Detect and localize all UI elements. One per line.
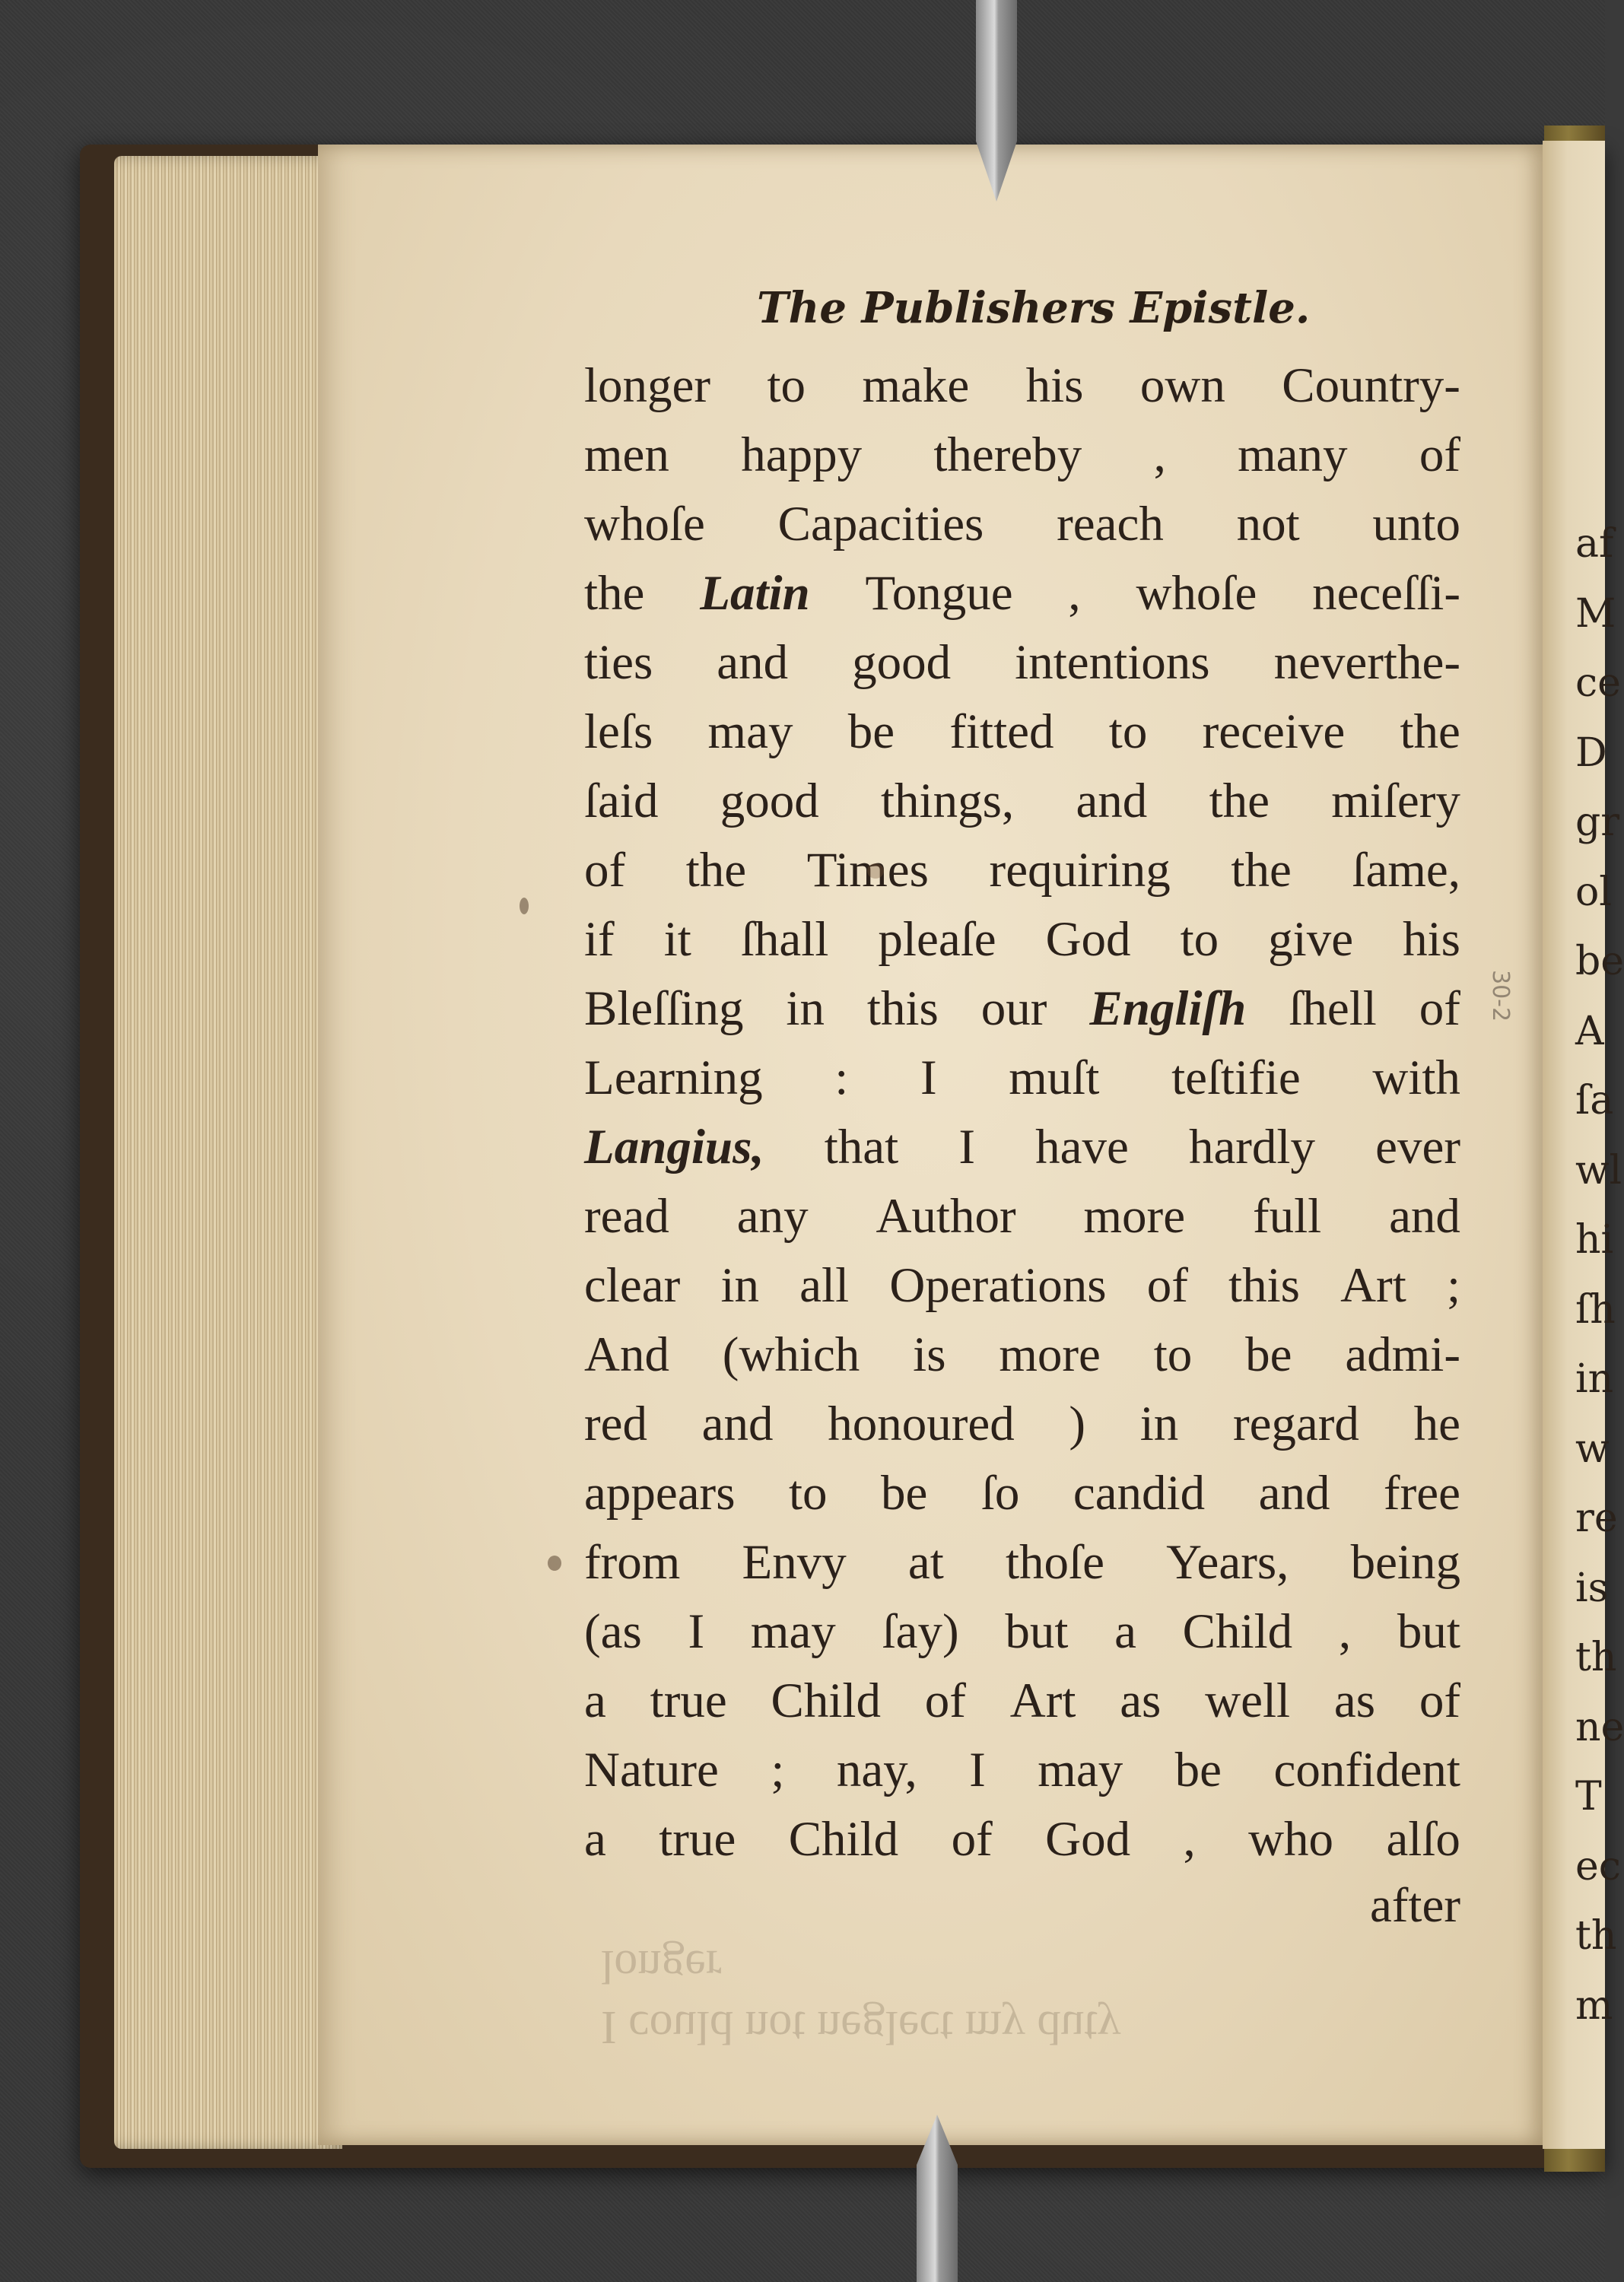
word: men: [584, 427, 669, 482]
word: candid: [1073, 1466, 1206, 1521]
word: and: [701, 1397, 774, 1451]
word: free: [1383, 1466, 1460, 1521]
word: of: [1419, 427, 1460, 482]
text-line: [584, 836, 1460, 905]
word: this: [1228, 1258, 1300, 1313]
word: may: [750, 1604, 836, 1659]
word: of: [1146, 1258, 1188, 1313]
word: to: [1108, 704, 1148, 759]
word: read: [584, 1189, 669, 1244]
word: and: [1258, 1466, 1330, 1521]
text-line: [584, 1667, 1460, 1736]
word: Child: [771, 1673, 881, 1728]
word: muſt: [1009, 1050, 1100, 1105]
word: of: [924, 1673, 966, 1728]
word: unto: [1372, 497, 1460, 551]
word: thereby: [933, 427, 1082, 482]
word: to: [1153, 1327, 1193, 1382]
text-line: [584, 1736, 1460, 1805]
word: the: [1209, 774, 1270, 828]
word: Art: [1340, 1258, 1406, 1313]
text-line: [584, 1597, 1460, 1667]
word: ever: [1375, 1120, 1460, 1174]
word: things,: [881, 774, 1015, 828]
facing-page-fragment: w: [1575, 1425, 1610, 1472]
word: have: [1035, 1120, 1129, 1174]
facing-page-fragment: ol: [1575, 869, 1612, 915]
word: ;: [1446, 1258, 1460, 1313]
facing-page-fragment: af: [1575, 521, 1614, 567]
word: the: [1400, 704, 1460, 759]
word: honoured: [828, 1397, 1015, 1451]
word: Operations: [889, 1258, 1107, 1313]
word: this: [866, 981, 939, 1036]
word: Art: [1009, 1673, 1076, 1728]
word: is: [913, 1327, 946, 1382]
word: ties: [584, 635, 653, 690]
word: I: [969, 1743, 986, 1797]
word: to: [1180, 912, 1219, 967]
facing-page-fragment: th: [1575, 1913, 1617, 1959]
facing-page-fragment: ce: [1575, 660, 1621, 706]
ink-spot: [548, 1556, 561, 1571]
word: fitted: [949, 704, 1054, 759]
word: more: [999, 1327, 1101, 1382]
word: neceſſi-: [1312, 566, 1460, 621]
text-line: [584, 1182, 1460, 1251]
word: hardly: [1188, 1120, 1315, 1174]
word: ſay): [882, 1604, 959, 1659]
word: Years,: [1166, 1535, 1289, 1590]
word: of: [584, 843, 626, 898]
word: ,: [1183, 1812, 1196, 1867]
word: miſery: [1331, 774, 1460, 828]
text-line: [584, 1805, 1460, 1874]
word: full: [1252, 1189, 1322, 1244]
text-line: [584, 974, 1460, 1044]
text-line: [584, 559, 1460, 628]
word: the: [685, 843, 747, 898]
text-line: [584, 1321, 1460, 1390]
word: Times: [806, 843, 929, 898]
word: :: [834, 1050, 849, 1105]
word: in: [786, 981, 825, 1036]
word: ,: [1153, 427, 1166, 482]
word: he: [1413, 1397, 1460, 1451]
word: longer: [584, 358, 711, 413]
facing-page-fragment: ſh: [1575, 1286, 1616, 1333]
word: teſtifie: [1171, 1050, 1301, 1105]
text-line: [584, 421, 1460, 490]
word: clear: [584, 1258, 681, 1313]
word: God: [1045, 912, 1131, 967]
word: reach: [1057, 497, 1164, 551]
text-line: [584, 1528, 1460, 1597]
facing-page-fragment: T: [1575, 1774, 1602, 1820]
word: ,: [1068, 566, 1081, 621]
word: to: [767, 358, 806, 413]
facing-page: [1543, 141, 1624, 2149]
facing-page-fragment: re: [1575, 1495, 1618, 1541]
page-stack-edge: [114, 156, 342, 2149]
word: requiring: [989, 843, 1171, 898]
word: may: [707, 704, 793, 759]
word: ſhall: [740, 912, 829, 967]
facing-page-fragment: ec: [1575, 1843, 1621, 1889]
word: God: [1045, 1812, 1131, 1867]
word: Bleſſing: [584, 981, 744, 1036]
word: I: [958, 1120, 975, 1174]
word: ſo: [980, 1466, 1020, 1521]
word: to: [788, 1466, 828, 1521]
word: intentions: [1015, 635, 1210, 690]
word: ,: [1338, 1604, 1352, 1659]
word: ;: [771, 1743, 785, 1797]
word: in: [1139, 1397, 1179, 1451]
word: true: [659, 1812, 736, 1867]
text-line: [584, 1251, 1460, 1321]
word: not: [1236, 497, 1300, 551]
word: many: [1238, 427, 1348, 482]
word: leſs: [584, 704, 653, 759]
word: a: [584, 1673, 606, 1728]
text-line: [584, 905, 1460, 974]
word: good: [720, 774, 819, 828]
word: make: [862, 358, 970, 413]
word: give: [1268, 912, 1354, 967]
facing-page-fragment: is: [1575, 1565, 1609, 1611]
facing-page-fragment: M: [1575, 590, 1616, 637]
word: regard: [1232, 1397, 1359, 1451]
facing-page-fragment: m: [1575, 1982, 1613, 2029]
word: good: [852, 635, 952, 690]
ink-spot: [520, 898, 529, 914]
word: Tongue: [865, 566, 1013, 621]
word: ſhell: [1289, 981, 1377, 1036]
word: well: [1205, 1673, 1291, 1728]
word: happy: [741, 427, 863, 482]
word: and: [717, 635, 789, 690]
italic-word: Latin: [700, 566, 810, 621]
catchword: after: [1369, 1878, 1460, 1933]
word: who: [1248, 1812, 1334, 1867]
facing-page-fragment: wl: [1575, 1147, 1622, 1193]
italic-word: Engliſh: [1089, 981, 1247, 1036]
word: thoſe: [1005, 1535, 1104, 1590]
italic-word: Langius,: [584, 1120, 764, 1174]
bleed-through-text: [601, 1905, 1286, 2058]
word: the: [1231, 843, 1292, 898]
text-line: [584, 628, 1460, 698]
word: the: [584, 566, 645, 621]
word: his: [1403, 912, 1460, 967]
word: our: [980, 981, 1047, 1036]
word: I: [920, 1050, 937, 1105]
word: of: [1419, 981, 1460, 1036]
facing-page-fragment: ſa: [1575, 1078, 1614, 1124]
word: (which: [722, 1327, 860, 1382]
word: I: [688, 1604, 705, 1659]
facing-page-fragment: in: [1575, 1356, 1614, 1402]
word: nay,: [836, 1743, 917, 1797]
word: Country-: [1282, 358, 1460, 413]
word: confident: [1273, 1743, 1460, 1797]
facing-page-fragment: th: [1575, 1635, 1617, 1680]
ink-spot: [867, 863, 884, 879]
text-line: [584, 351, 1460, 421]
word: Nature: [584, 1743, 719, 1797]
bleed-line: I could not neglect my duty: [601, 2001, 1121, 2053]
word: may: [1038, 1743, 1123, 1797]
facing-page-fragment: ne: [1575, 1704, 1624, 1750]
word: of: [1419, 1673, 1460, 1728]
word: all: [799, 1258, 850, 1313]
word: Child: [1182, 1604, 1293, 1659]
text-line: [584, 1459, 1460, 1528]
word: ſaid: [584, 774, 659, 828]
text-line: [584, 1113, 1460, 1182]
word: at: [907, 1535, 944, 1590]
word: as: [1333, 1673, 1376, 1728]
word: any: [736, 1189, 809, 1244]
word: (as: [584, 1604, 642, 1659]
word: more: [1083, 1189, 1186, 1244]
word: whoſe: [1136, 566, 1257, 621]
word: Capacities: [777, 497, 984, 551]
text-line: [584, 1390, 1460, 1459]
word: Author: [876, 1189, 1016, 1244]
word: whoſe: [584, 497, 705, 551]
facing-page-fragment: D: [1575, 729, 1607, 776]
word: own: [1139, 358, 1225, 413]
word: as: [1120, 1673, 1162, 1728]
word: be: [881, 1466, 928, 1521]
word: be: [847, 704, 895, 759]
word: a: [584, 1812, 606, 1867]
word: alſo: [1386, 1812, 1460, 1867]
word: And: [584, 1327, 669, 1382]
word: ſame,: [1352, 843, 1460, 898]
word: a: [1114, 1604, 1136, 1659]
body-text: [584, 351, 1460, 1874]
word: admi-: [1345, 1327, 1460, 1382]
word: it: [663, 912, 691, 967]
word: and: [1076, 774, 1148, 828]
word: appears: [584, 1466, 736, 1521]
word: neverthe-: [1273, 635, 1460, 690]
word: be: [1174, 1743, 1222, 1797]
word: pleaſe: [878, 912, 996, 967]
bleed-line: longer: [601, 1940, 722, 1992]
running-title: The Publishers Epistle.: [757, 283, 1311, 333]
pencil-margin-note: 30-2: [1487, 970, 1514, 1022]
word: Learning: [584, 1050, 763, 1105]
word: red: [584, 1397, 647, 1451]
word: and: [1389, 1189, 1460, 1244]
word: that: [824, 1120, 899, 1174]
text-line: [584, 1044, 1460, 1113]
facing-page-fragment: be: [1575, 939, 1624, 984]
word: true: [650, 1673, 727, 1728]
word: Child: [788, 1812, 899, 1867]
word: be: [1245, 1327, 1292, 1382]
word: from: [584, 1535, 681, 1590]
word: being: [1350, 1535, 1460, 1590]
facing-page-fragment: A: [1575, 1008, 1604, 1054]
word: Envy: [742, 1535, 847, 1590]
text-line: [584, 490, 1460, 559]
facing-page-fragment: hi: [1575, 1217, 1614, 1263]
word: with: [1372, 1050, 1460, 1105]
word: ): [1069, 1397, 1086, 1451]
word: receive: [1202, 704, 1346, 759]
word: his: [1025, 358, 1084, 413]
facing-page-fragment: gr: [1575, 799, 1620, 845]
text-line: [584, 698, 1460, 767]
word: in: [720, 1258, 759, 1313]
word: of: [951, 1812, 993, 1867]
word: but: [1005, 1604, 1069, 1659]
word: if: [584, 912, 615, 967]
text-line: [584, 767, 1460, 836]
word: but: [1397, 1604, 1460, 1659]
